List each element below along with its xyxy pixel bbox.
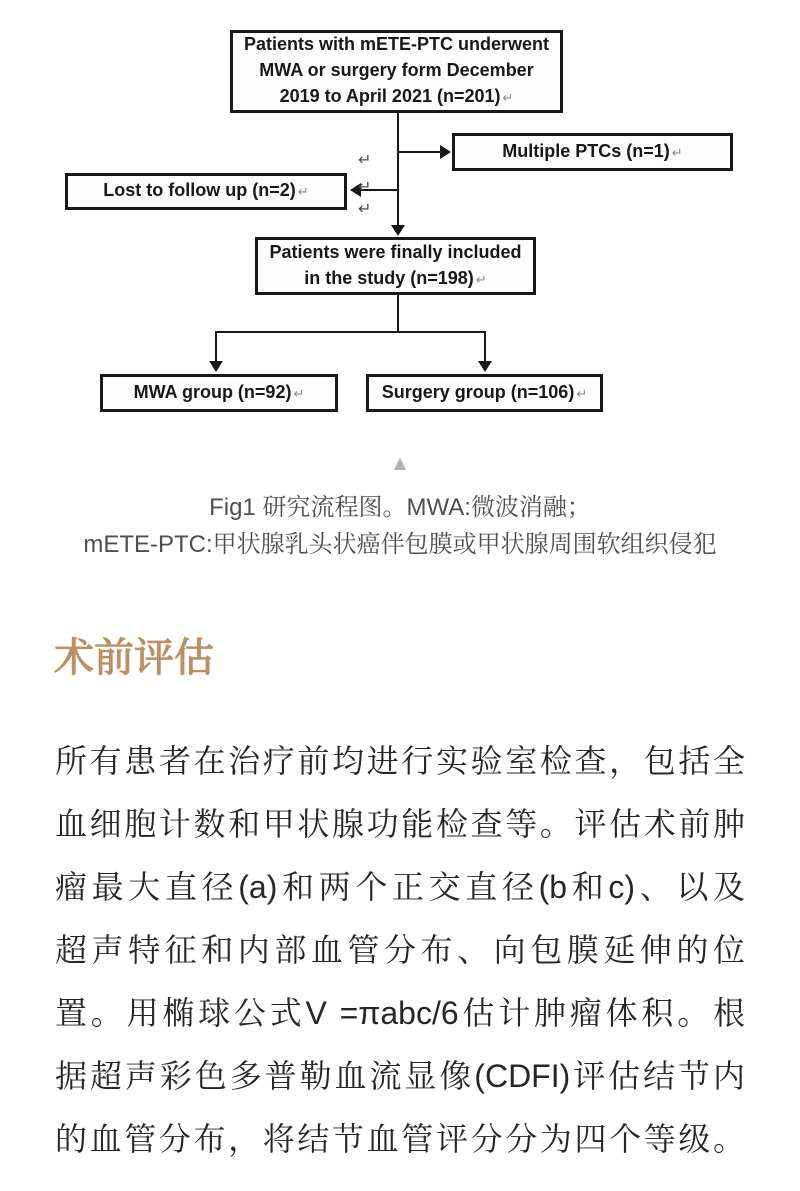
connector-line-vertical-top — [397, 113, 399, 226]
return-mark-icon: ↵ — [671, 145, 683, 161]
flowchart-box-surgery-label: Surgery group (n=106) ↵ — [381, 381, 588, 402]
connector-line-branch-left — [215, 331, 217, 362]
connector-line-vertical-bottom — [397, 295, 399, 331]
flowchart-box-multiple-label: Multiple PTCs (n=1) ↵ — [502, 140, 683, 161]
flowchart-box-mwa-group — [100, 374, 338, 412]
body-text-line: 据超声彩色多普勒血流显像(CDFI)评估结节内 — [55, 1058, 745, 1094]
flowchart-box-included-line2: in the study (n=198) ↵ — [304, 267, 487, 288]
flowchart-box-mwa-label: MWA group (n=92) ↵ — [133, 381, 305, 402]
flowchart-box-included-line1: Patients were finally included — [269, 241, 522, 262]
return-mark-icon: ↵ — [293, 386, 305, 402]
figure-caption — [0, 489, 800, 563]
flowchart-box-enrolled-line2: MWA or surgery form December — [259, 60, 534, 80]
flowchart-box-enrolled-line3: 2019 to April 2021 (n=201) ↵ — [279, 86, 514, 106]
flowchart-box-multiple-ptcs — [452, 133, 733, 171]
return-mark-icon: ↵ — [475, 272, 487, 288]
body-text-line: 瘤最大直径(a)和两个正交直径(b和c)、以及 — [55, 869, 745, 905]
arrow-down-icon — [391, 225, 405, 236]
flowchart-box-enrolled-line1: Patients with mETE-PTC underwent — [243, 34, 550, 54]
flowchart-box-lost-label: Lost to follow up (n=2) ↵ — [103, 180, 309, 200]
section-heading: 术前评估 — [54, 635, 214, 680]
flowchart-box-lost-followup — [65, 173, 347, 210]
return-mark-icon: ↵ — [297, 185, 309, 200]
body-text-line: 的血管分布，将结节血管评分分为四个等级。 — [55, 1121, 745, 1157]
flowchart-box-enrolled — [230, 30, 563, 113]
flowchart-box-surgery-group — [366, 374, 603, 412]
figure-caption-line2: mETE-PTC:甲状腺乳头状癌伴包膜或甲状腺周围软组织侵犯 — [83, 531, 717, 558]
arrow-down-icon — [209, 361, 223, 372]
return-mark-icon: ↵ — [358, 177, 372, 196]
figure-collapse-icon[interactable]: ▲ — [389, 452, 411, 475]
arrow-right-icon — [440, 145, 451, 159]
connector-line-branch-right — [484, 331, 486, 362]
connector-line-split — [216, 331, 486, 333]
body-text-line: 置。用椭球公式V =πabc/6估计肿瘤体积。根 — [55, 995, 745, 1031]
body-text-line: 超声特征和内部血管分布、向包膜延伸的位 — [55, 932, 745, 968]
flowchart-box-included — [255, 237, 536, 295]
body-text-line: 所有患者在治疗前均进行实验室检查，包括全 — [55, 743, 745, 779]
return-mark-icon: ↵ — [502, 91, 514, 106]
return-mark-icon: ↵ — [358, 199, 372, 218]
arrow-down-icon — [478, 361, 492, 372]
return-mark-icon: ↵ — [576, 386, 588, 402]
body-text-line: 血细胞计数和甲状腺功能检查等。评估术前肿 — [55, 806, 745, 842]
figure-caption-line1: Fig1 研究流程图。MWA:微波消融； — [209, 494, 591, 521]
article-body — [55, 730, 745, 1171]
connector-line-to-multiple — [398, 151, 442, 153]
return-mark-icon: ↵ — [358, 150, 372, 169]
